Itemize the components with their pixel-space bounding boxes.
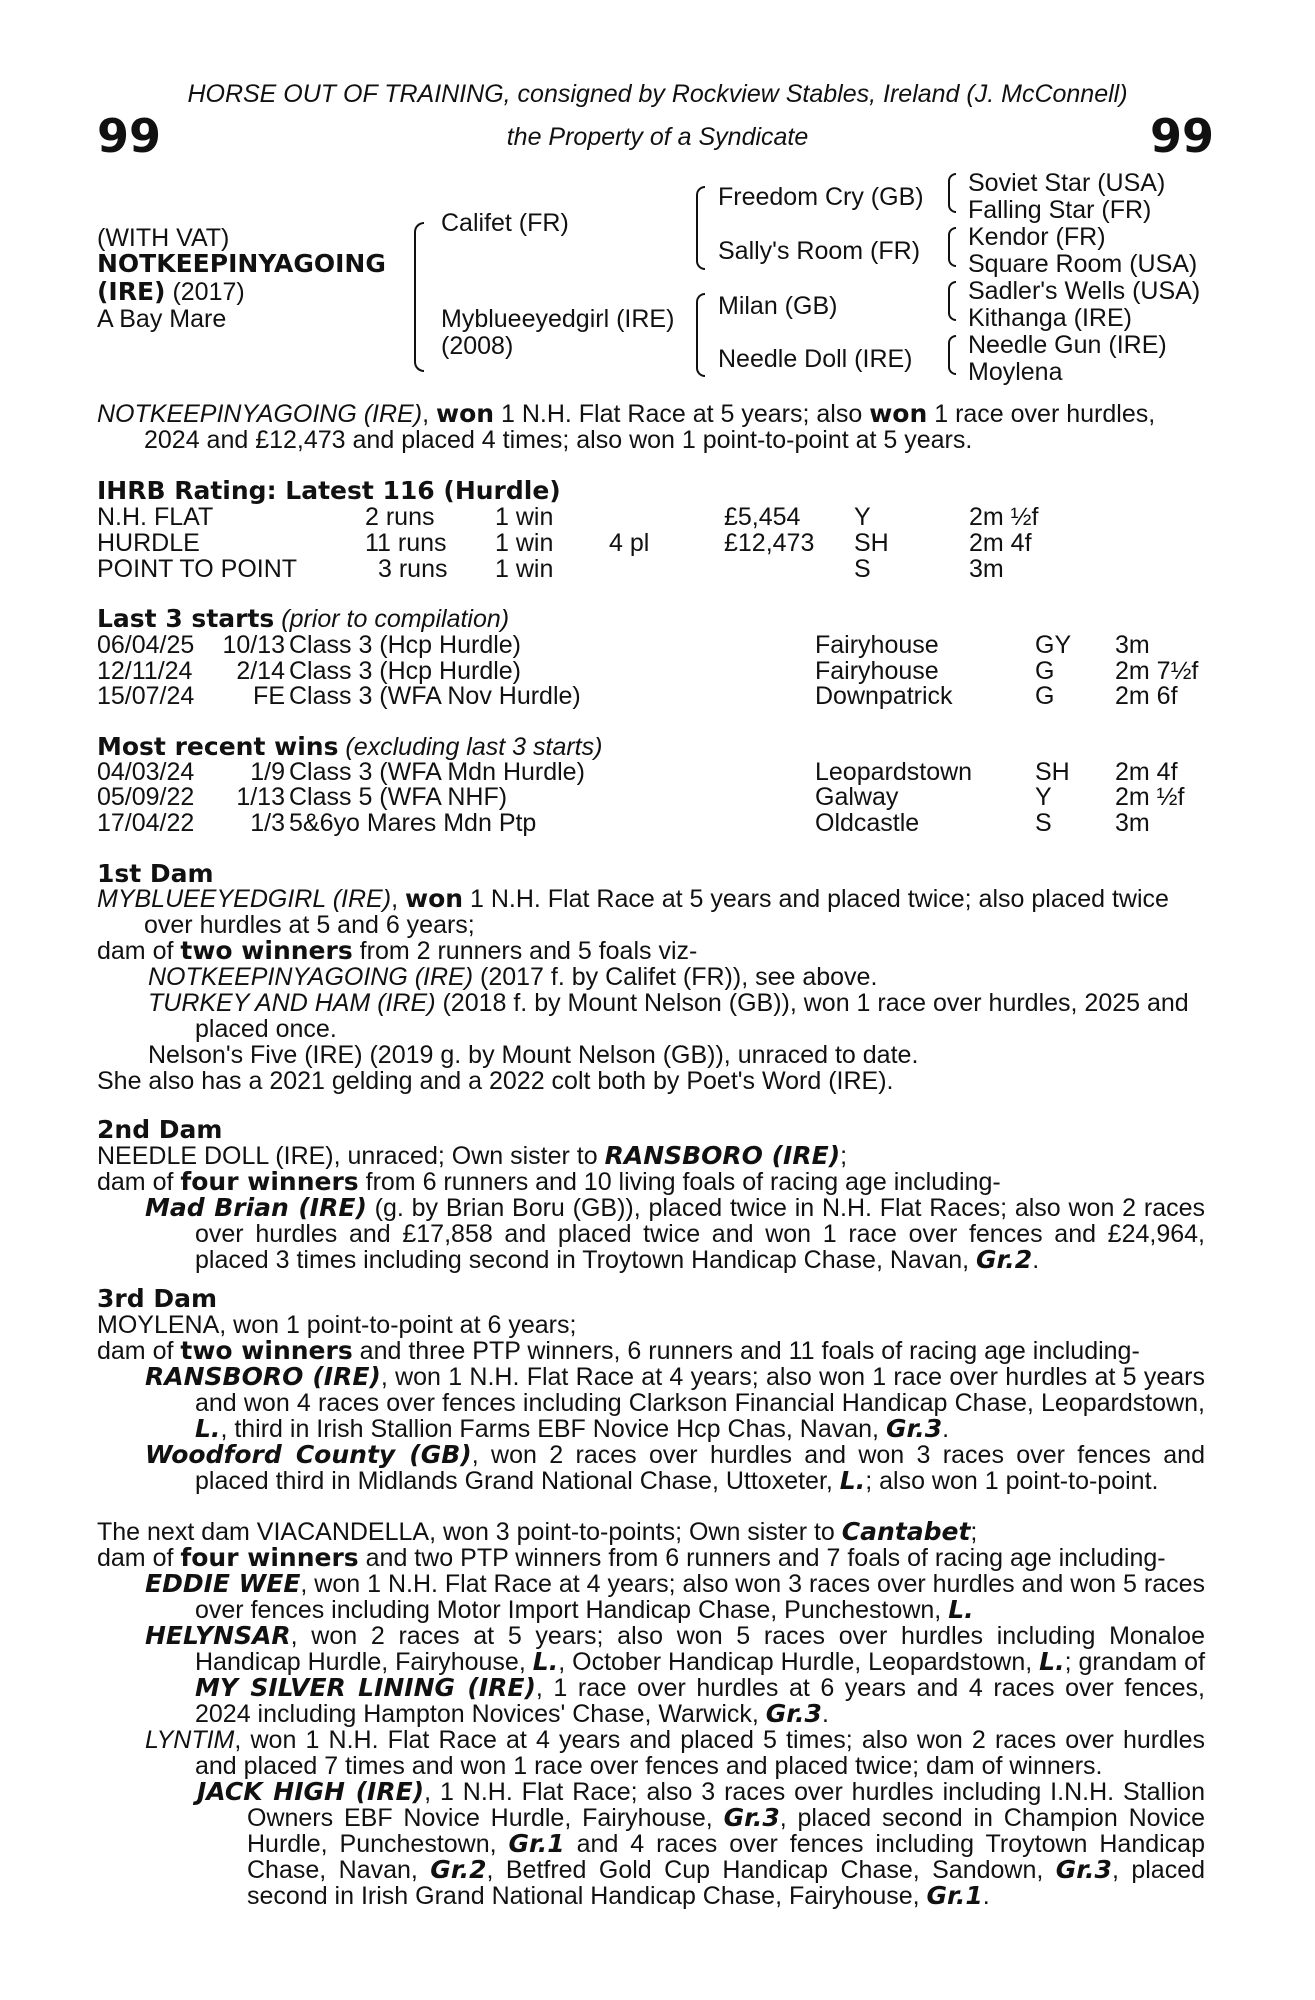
table-row — [97, 556, 1227, 582]
dam-text: from 6 runners and 10 living foals of racing age including- — [358, 1168, 1001, 1196]
start-position: FE — [253, 682, 285, 710]
dam-text: dam of — [97, 937, 181, 965]
rating-type: N.H. FLAT — [97, 503, 214, 531]
start-distance: 2m 7½f — [1115, 657, 1199, 685]
pedigree-brace-gen3-2 — [948, 227, 956, 267]
next-dam-produce-line — [97, 1545, 1205, 1571]
second-dam-produce-line — [97, 1169, 1205, 1195]
rating-going: SH — [854, 529, 889, 557]
produce-text: , 1 N.H. Flat Race; also 3 races over hurdles including I.N.H. Stallion Owners EBF Novice Hurdle, Fairyhouse, — [247, 1778, 1205, 1832]
produce-name: EDDIE WEE — [145, 1569, 301, 1598]
dam-winners-count: four winners — [180, 1167, 359, 1196]
win-date: 05/09/22 — [97, 783, 195, 811]
summary-won: won — [435, 399, 495, 428]
third-dam-record: MOYLENA, won 1 point-to-point at 6 years; — [97, 1311, 577, 1339]
gen4-2: Falling Star (FR) — [968, 196, 1152, 224]
list-item — [97, 964, 1205, 990]
dam-text: ; — [840, 1142, 848, 1170]
rating-runs: 11 runs — [365, 529, 447, 557]
start-race: Class 3 (Hcp Hurdle) — [289, 631, 522, 659]
start-course: Fairyhouse — [815, 657, 939, 685]
win-date: 17/04/22 — [97, 809, 195, 837]
produce-text: (g. by Brian Boru (GB)), placed twice in N.H. Flat Races; also won 2 races over hurdles and £17,858 and placed twice and won 1 race over fences and £24,964, placed 3 times including second in Troytown Handicap Chase, Navan, — [195, 1194, 1206, 1274]
race-grade: L. — [839, 1466, 866, 1495]
produce-text: , third in Irish Stallion Farms EBF Novice Hcp Chas, Navan, — [220, 1415, 886, 1443]
race-grade: Gr.3 — [765, 1699, 822, 1728]
first-dam-record — [97, 886, 1205, 938]
gen4-5: Sadler's Wells (USA) — [968, 277, 1201, 305]
rating-placed: 4 pl — [609, 529, 650, 557]
summary-text: 1 race over hurdles, 2024 and £12,473 and placed 4 times; also won 1 point-to-point at 5 years. — [144, 400, 1156, 454]
recent-wins-title: Most recent wins — [97, 732, 339, 761]
win-course: Leopardstown — [815, 758, 973, 786]
gen3-sire-dam: Sally's Room (FR) — [718, 237, 921, 265]
horse-description: A Bay Mare — [97, 305, 227, 333]
table-row — [97, 504, 1227, 530]
start-date: 15/07/24 — [97, 682, 195, 710]
rating-type: HURDLE — [97, 529, 200, 557]
win-distance: 3m — [1115, 809, 1150, 837]
win-going: SH — [1035, 758, 1070, 786]
lot-number-right: 99 — [1150, 109, 1215, 163]
rating-prize: £5,454 — [724, 503, 801, 531]
rating-going: Y — [854, 503, 871, 531]
rating-distance: 2m ½f — [969, 503, 1039, 531]
first-dam-closing: She also has a 2021 gelding and a 2022 colt both by Poet's Word (IRE). — [97, 1067, 894, 1095]
horse-country: (IRE) — [97, 277, 166, 306]
produce-name: Woodford County (GB) — [145, 1440, 472, 1469]
produce-text: , placed second in Irish Grand National Handicap Chase, Fairyhouse, — [247, 1856, 1206, 1910]
start-race: Class 3 (Hcp Hurdle) — [289, 657, 522, 685]
dam-text: 1 N.H. Flat Race at 5 years and placed twice; also placed twice over hurdles at 5 and 6 years; — [144, 885, 1169, 939]
start-distance: 2m 6f — [1115, 682, 1178, 710]
rating-prize: £12,473 — [724, 529, 815, 557]
dam-winners-count: two winners — [180, 936, 353, 965]
race-grade: L. — [532, 1647, 559, 1676]
pedigree-brace-gen1 — [414, 222, 424, 372]
pedigree-brace-gen2-top — [696, 186, 705, 270]
consignment-line: HORSE OUT OF TRAINING, consigned by Rockview Stables, Ireland (J. McConnell) — [187, 80, 1128, 108]
rating-distance: 3m — [969, 555, 1004, 583]
produce-text: , won 1 N.H. Flat Race at 4 years and placed 5 times; also won 2 races over hurdles and placed 7 times and won 1 race over fences and placed twice; dam of winners. — [195, 1726, 1205, 1780]
third-dam-section — [97, 1312, 1205, 1494]
race-grade: Gr.3 — [723, 1803, 780, 1832]
win-course: Oldcastle — [815, 809, 920, 837]
rating-wins: 1 win — [495, 529, 554, 557]
win-distance: 2m 4f — [1115, 758, 1178, 786]
list-item — [97, 1779, 1205, 1909]
start-position: 2/14 — [236, 657, 285, 685]
dam-winners-count: two winners — [180, 1336, 353, 1365]
produce-text: , won 1 N.H. Flat Race at 4 years; also won 1 race over hurdles at 5 years and won 4 races over fences including Clarkson Financial Handicap Chase, Leopardstown, — [195, 1363, 1205, 1417]
last-starts-note: (prior to compilation) — [274, 605, 510, 633]
produce-text: . — [942, 1415, 950, 1443]
produce-text: , 1 race over hurdles at 6 years and 4 races over fences, 2024 including Hampton Novices' Chase, Warwick, — [195, 1674, 1205, 1728]
start-date: 06/04/25 — [97, 631, 195, 659]
table-row — [97, 632, 1227, 658]
produce-name: MY SILVER LINING (IRE) — [195, 1673, 536, 1702]
second-dam-section — [97, 1143, 1205, 1273]
dam-text: and two PTP winners from 6 runners and 7 foals of racing age including- — [358, 1544, 1166, 1572]
gen3-dam-dam: Needle Doll (IRE) — [718, 345, 913, 373]
produce-name: Mad Brian (IRE) — [145, 1193, 367, 1222]
recent-wins-heading — [97, 734, 602, 760]
list-item — [97, 1442, 1205, 1494]
race-grade: Gr.3 — [1055, 1855, 1112, 1884]
win-going: Y — [1035, 783, 1052, 811]
race-grade: Gr.1 — [508, 1829, 565, 1858]
third-dam-produce-line — [97, 1338, 1205, 1364]
produce-text: ; also won 1 point-to-point. — [865, 1467, 1159, 1495]
dam-text: ; — [970, 1518, 978, 1546]
win-position: 1/9 — [250, 758, 285, 786]
dam-text: The next dam VIACANDELLA, won 3 point-to-points; Own sister to — [97, 1518, 842, 1546]
race-grade: Gr.2 — [430, 1855, 487, 1884]
sire-name: Califet (FR) — [441, 209, 569, 237]
table-row — [97, 759, 1227, 785]
next-dam-section — [97, 1519, 1205, 1909]
table-row — [97, 530, 1227, 556]
start-position: 10/13 — [222, 631, 285, 659]
rating-distance: 2m 4f — [969, 529, 1032, 557]
summary-horse-name: NOTKEEPINYAGOING (IRE) — [97, 400, 423, 428]
vat-note: (WITH VAT) — [97, 224, 230, 252]
first-dam-name: MYBLUEEYEDGIRL (IRE) — [97, 885, 392, 913]
produce-text: , placed second in Champion Novice Hurdle, Punchestown, — [247, 1804, 1205, 1858]
next-dam-record — [97, 1519, 1205, 1545]
produce-text: ; grandam of — [1064, 1648, 1206, 1676]
produce-text: . — [1032, 1246, 1040, 1274]
win-race: Class 5 (WFA NHF) — [289, 783, 508, 811]
start-course: Downpatrick — [815, 682, 953, 710]
race-grade: L. — [1039, 1647, 1065, 1676]
summary-text: 1 N.H. Flat Race at 5 years; also — [494, 400, 870, 428]
produce-text: . — [821, 1700, 829, 1728]
start-going: G — [1035, 657, 1055, 685]
start-course: Fairyhouse — [815, 631, 939, 659]
produce-name: NOTKEEPINYAGOING (IRE) — [148, 963, 474, 991]
win-date: 04/03/24 — [97, 758, 195, 786]
dam-year: (2008) — [441, 332, 514, 360]
list-item — [97, 1364, 1205, 1442]
property-line: the Property of a Syndicate — [506, 123, 809, 151]
produce-name: LYNTIM — [145, 1726, 235, 1754]
race-grade: L. — [948, 1595, 974, 1624]
win-course: Galway — [815, 783, 899, 811]
first-dam-produce-line — [97, 938, 1205, 964]
produce-text: (2018 f. by Mount Nelson (GB)), won 1 race over hurdles, 2025 and placed once. — [195, 989, 1189, 1043]
produce-text: and 4 races over fences including Troytown Handicap Chase, Navan, — [247, 1830, 1205, 1884]
race-grade: Gr.2 — [976, 1245, 1033, 1274]
rating-wins: 1 win — [495, 503, 554, 531]
second-dam-heading: 2nd Dam — [97, 1115, 223, 1144]
rating-runs: 2 runs — [365, 503, 435, 531]
win-distance: 2m ½f — [1115, 783, 1185, 811]
race-grade: L. — [195, 1414, 221, 1443]
gen4-6: Kithanga (IRE) — [968, 304, 1132, 332]
gen4-7: Needle Gun (IRE) — [968, 331, 1167, 359]
gen3-dam-sire: Milan (GB) — [718, 292, 838, 320]
produce-text: , won 1 N.H. Flat Race at 4 years; also won 3 races over hurdles and won 5 races over fences including Motor Import Handicap Chase, Punchestown, — [195, 1570, 1206, 1624]
rating-runs: 3 runs — [378, 555, 448, 583]
start-date: 12/11/24 — [97, 657, 193, 685]
race-grade: Gr.1 — [926, 1881, 983, 1910]
dam-text: dam of — [97, 1337, 181, 1365]
produce-name: TURKEY AND HAM (IRE) — [148, 989, 436, 1017]
dam-won: won — [404, 884, 464, 913]
pedigree-brace-gen3-1 — [948, 173, 956, 213]
list-item: Nelson's Five (IRE) (2019 g. by Mount Nelson (GB)), unraced to date. — [148, 1041, 919, 1069]
pedigree-brace-gen3-4 — [948, 335, 956, 375]
table-row — [97, 810, 1227, 836]
dam-text: NEEDLE DOLL (IRE), unraced; Own sister to — [97, 1142, 605, 1170]
produce-text: , October Handicap Hurdle, Leopardstown, — [558, 1648, 1040, 1676]
dam-text: dam of — [97, 1544, 181, 1572]
race-summary — [97, 401, 1205, 453]
produce-text: (2017 f. by Califet (FR)), see above. — [473, 963, 878, 991]
start-distance: 3m — [1115, 631, 1150, 659]
first-dam-heading: 1st Dam — [97, 859, 214, 888]
win-position: 1/13 — [236, 783, 285, 811]
list-item — [97, 1571, 1205, 1623]
pedigree-brace-gen3-3 — [948, 281, 956, 321]
start-race: Class 3 (WFA Nov Hurdle) — [289, 682, 581, 710]
dam-text: and three PTP winners, 6 runners and 11 foals of racing age including- — [352, 1337, 1140, 1365]
pedigree-brace-gen2-bottom — [696, 293, 705, 377]
produce-text: , won 2 races at 5 years; also won 5 races over hurdles including Monaloe Handicap Hurdle, Fairyhouse, — [195, 1622, 1205, 1676]
produce-name: RANSBORO (IRE) — [145, 1362, 381, 1391]
rating-going: S — [854, 555, 871, 583]
second-dam-record — [97, 1143, 1205, 1169]
dam-name: Myblueeyedgirl (IRE) — [441, 305, 675, 333]
gen4-3: Kendor (FR) — [968, 223, 1106, 251]
start-going: GY — [1035, 631, 1072, 659]
recent-wins-note: (excluding last 3 starts) — [338, 733, 603, 761]
dam-text: dam of — [97, 1168, 181, 1196]
gen4-1: Soviet Star (USA) — [968, 169, 1166, 197]
sibling-name: Cantabet — [841, 1517, 971, 1546]
dam-text: from 2 runners and 5 foals viz- — [352, 937, 698, 965]
produce-name: HELYNSAR — [145, 1621, 291, 1650]
table-row — [97, 683, 1227, 709]
start-going: G — [1035, 682, 1055, 710]
dam-winners-count: four winners — [180, 1543, 359, 1572]
first-dam-section — [97, 886, 1205, 1094]
table-row — [97, 784, 1227, 810]
win-position: 1/3 — [250, 809, 285, 837]
dam-text: , — [391, 885, 405, 913]
rating-wins: 1 win — [495, 555, 554, 583]
horse-year: (2017) — [172, 278, 245, 306]
rating-heading: IHRB Rating: Latest 116 (Hurdle) — [97, 476, 561, 505]
gen4-8: Moylena — [968, 358, 1063, 386]
race-grade: Gr.3 — [885, 1414, 943, 1443]
list-item — [97, 1727, 1205, 1779]
list-item — [97, 990, 1205, 1042]
produce-text: , won 2 races over hurdles and won 3 races over fences and placed third in Midlands Grand National Chase, Uttoxeter, — [195, 1441, 1205, 1495]
last-starts-heading — [97, 606, 509, 632]
gen3-sire-sire: Freedom Cry (GB) — [718, 183, 924, 211]
summary-text: , — [422, 400, 436, 428]
list-item — [97, 1195, 1205, 1273]
produce-text: . — [982, 1882, 990, 1910]
gen4-4: Square Room (USA) — [968, 250, 1198, 278]
third-dam-heading: 3rd Dam — [97, 1284, 217, 1313]
list-item — [97, 1623, 1205, 1727]
last-starts-title: Last 3 starts — [97, 604, 275, 633]
produce-text: , Betfred Gold Cup Handicap Chase, Sandown, — [486, 1856, 1056, 1884]
rating-type: POINT TO POINT — [97, 555, 298, 583]
win-race: 5&6yo Mares Mdn Ptp — [289, 809, 537, 837]
win-going: S — [1035, 809, 1052, 837]
table-row — [97, 658, 1227, 684]
lot-number-left: 99 — [97, 109, 162, 163]
produce-name: JACK HIGH (IRE) — [197, 1777, 425, 1806]
summary-won: won — [869, 399, 928, 428]
sibling-name: RANSBORO (IRE) — [604, 1141, 841, 1170]
horse-name: NOTKEEPINYAGOING — [97, 249, 386, 278]
win-race: Class 3 (WFA Mdn Hurdle) — [289, 758, 585, 786]
